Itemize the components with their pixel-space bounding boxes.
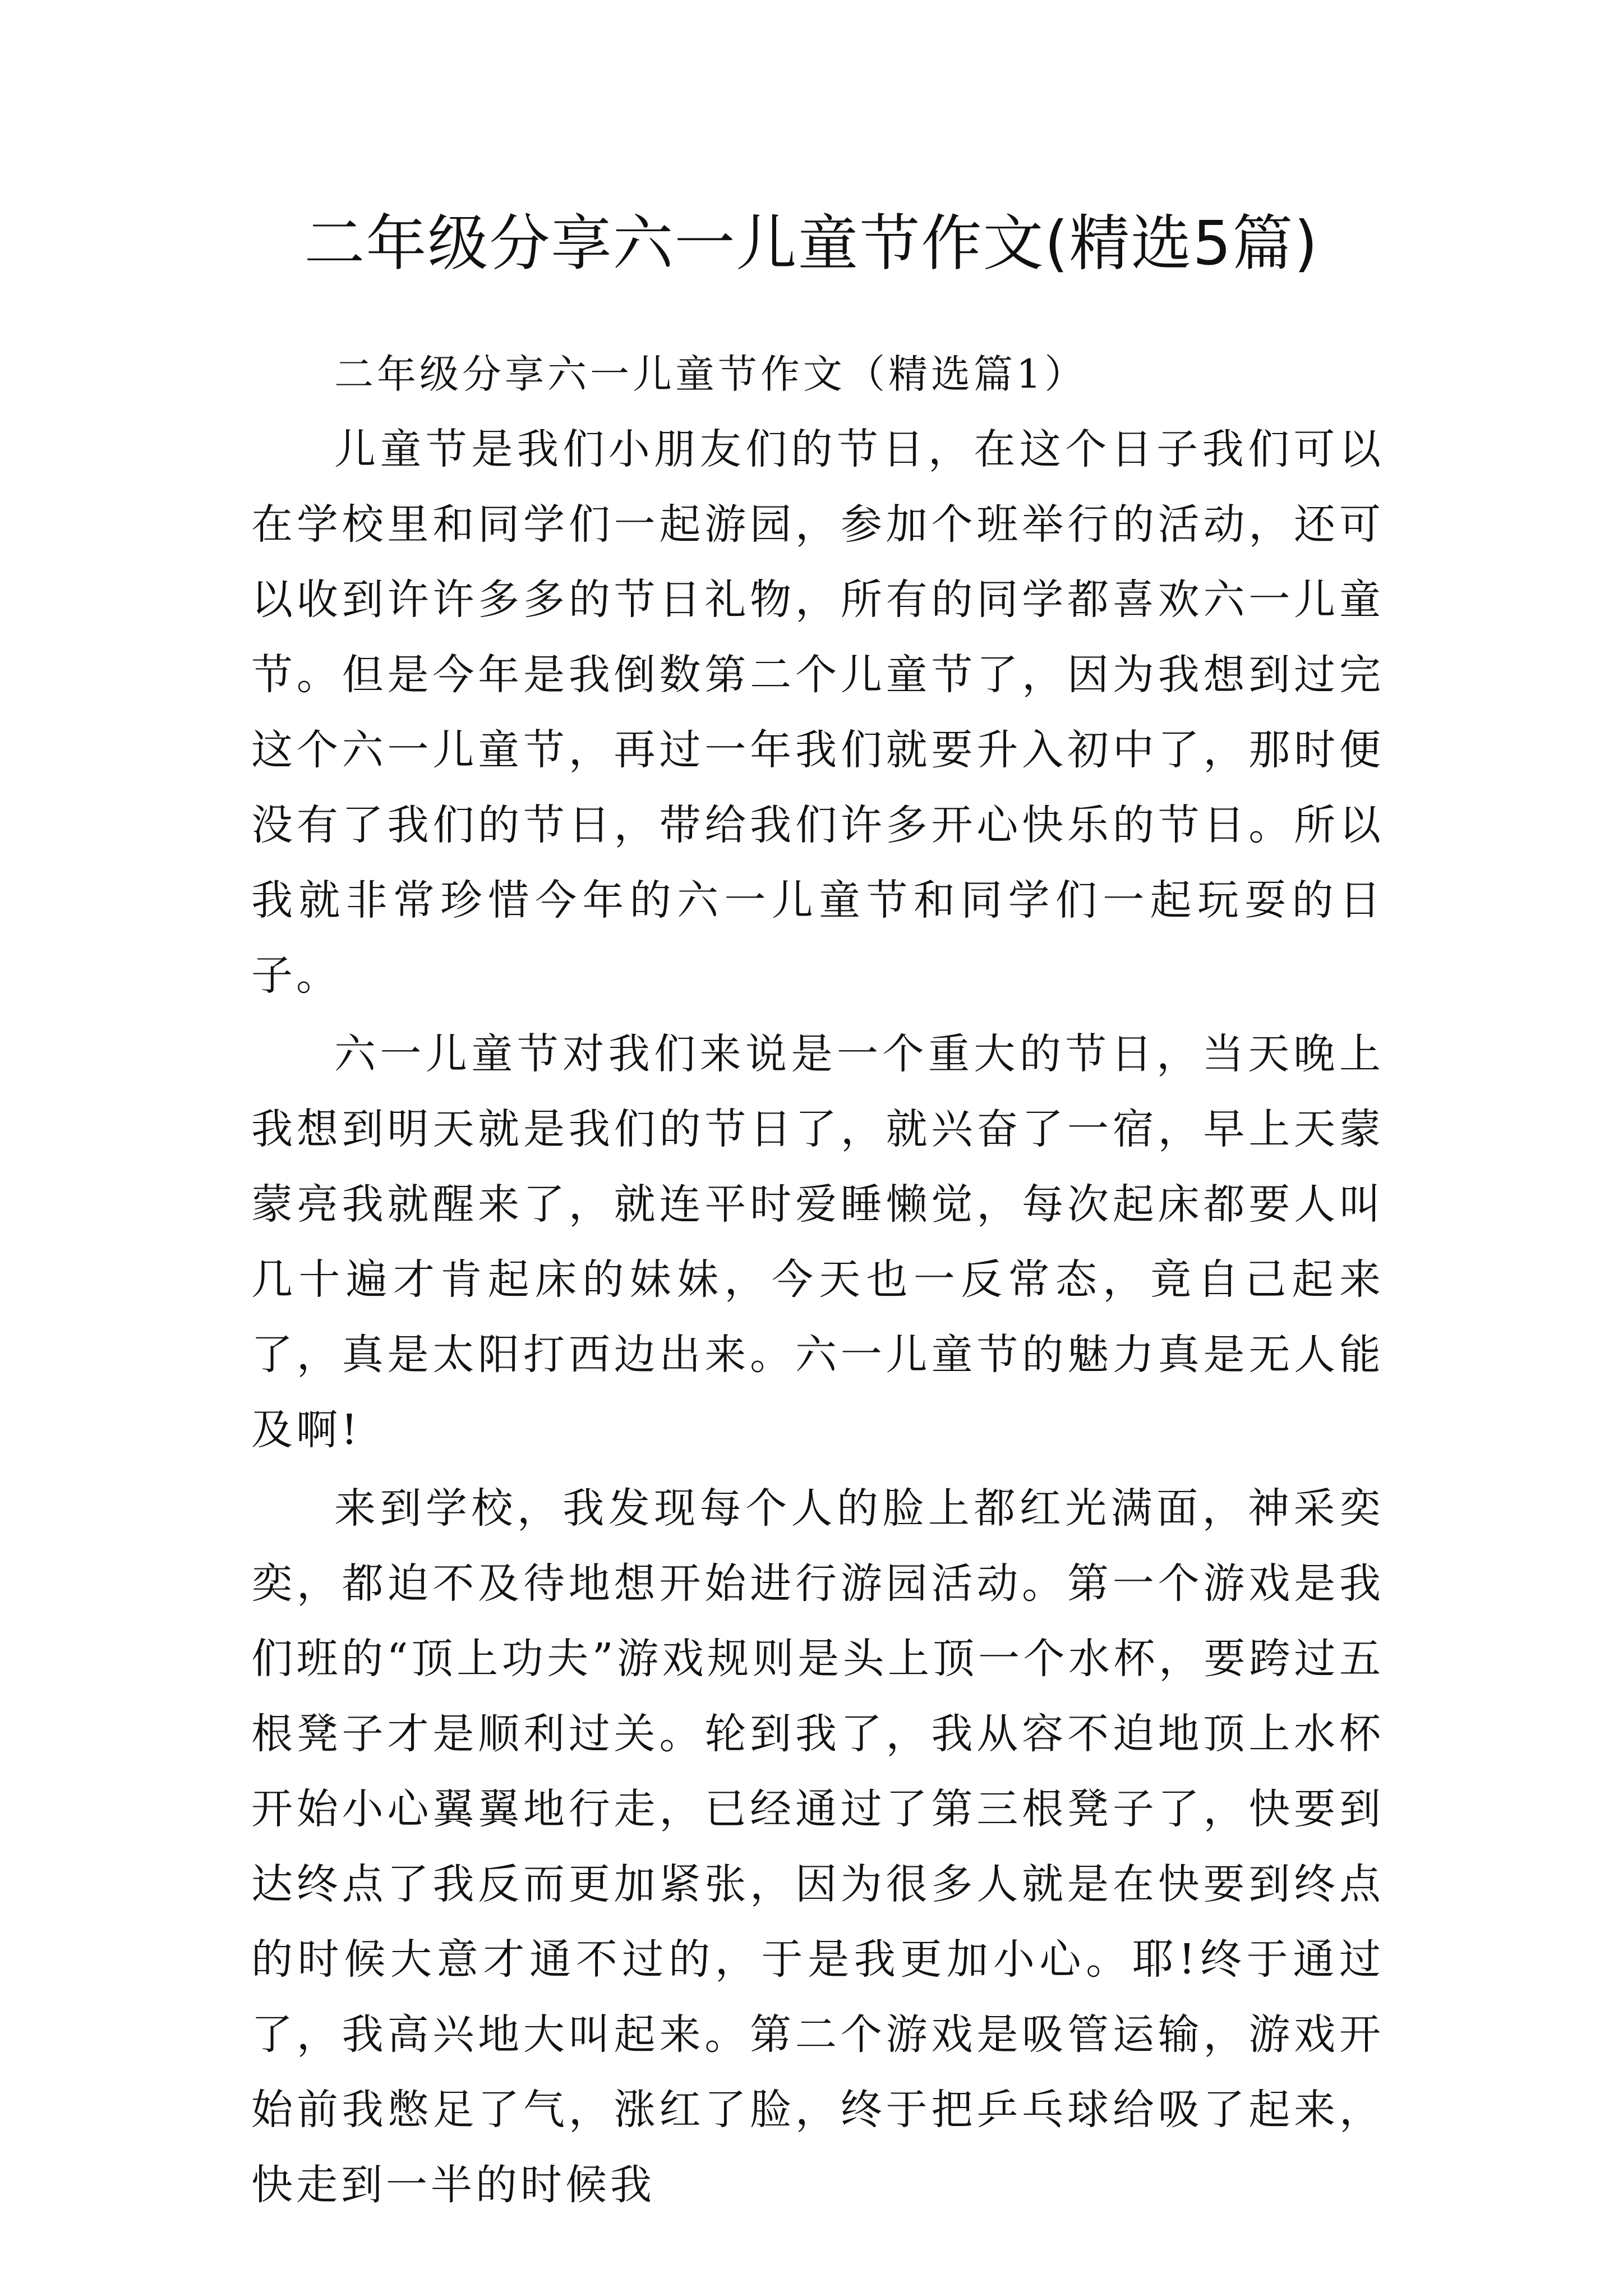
paragraph-3: 来到学校，我发现每个人的脸上都红光满面，神采奕奕，都迫不及待地想开始进行游园活动。第一个游戏是我们班的“顶上功夫”游戏规则是头上顶一个水杯，要跨过五根凳子才是顺利过关。轮到我了，我从容不迫地顶上水杯开始小心翼翼地行走，已经通过了第三根凳子了，快要到达终点了我反而更加紧张，因为很多人就是在快要到终点的时候大意才通不过的，于是我更加小心。耶!终于通过了，我高兴地大叫起来。第二个游戏是吸管运输，游戏开始前我憋足了气，涨红了脸，终于把乒乓球给吸了起来，快走到一半的时候我 [251,1484,1384,2209]
section-heading: 二年级分享六一儿童节作文（精选篇1） [334,351,1087,397]
document-body [251,337,1384,2223]
document-title: 二年级分享六一儿童节作文(精选5篇) [304,209,1319,279]
paragraph-1: 儿童节是我们小朋友们的节日，在这个日子我们可以在学校里和同学们一起游园，参加个班举行的活动，还可以收到许许多多的节日礼物，所有的同学都喜欢六一儿童节。但是今年是我倒数第二个儿童节了，因为我想到过完这个六一儿童节，再过一年我们就要升入初中了，那时便没有了我们的节日，带给我们许多开心快乐的节日。所以我就非常珍惜今年的六一儿童节和同学们一起玩耍的日子。 [251,425,1384,1000]
paragraph-2: 六一儿童节对我们来说是一个重大的节日，当天晚上我想到明天就是我们的节日了，就兴奋了一宿，早上天蒙蒙亮我就醒来了，就连平时爱睡懒觉，每次起床都要人叫几十遍才肯起床的妹妹，今天也一反常态，竟自己起来了，真是太阳打西边出来。六一儿童节的魅力真是无人能及啊! [251,1030,1384,1454]
